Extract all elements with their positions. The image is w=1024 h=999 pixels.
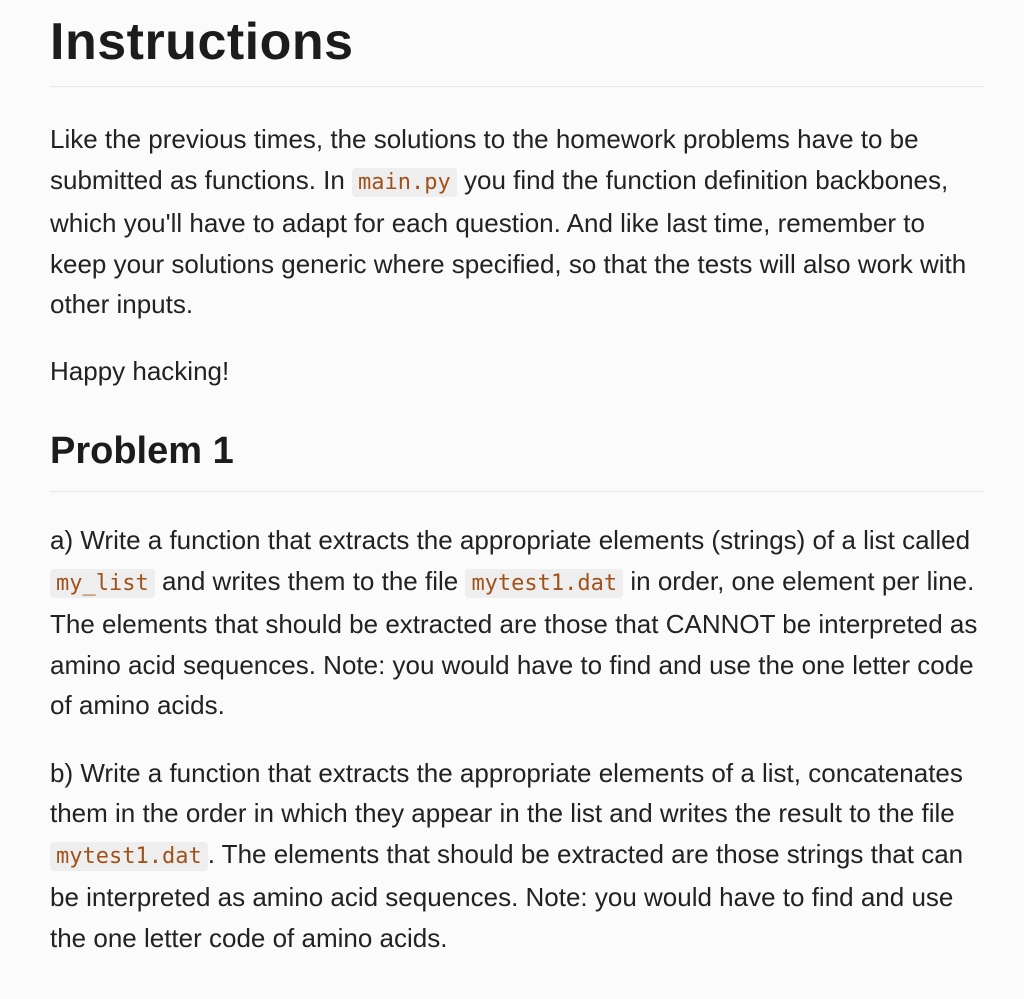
problem-1-heading: Problem 1 xyxy=(50,430,234,472)
inline-code-main-py: main.py xyxy=(352,168,457,197)
happy-hacking-paragraph: Happy hacking! xyxy=(50,355,230,386)
document-content xyxy=(50,0,984,958)
inline-code-mytest1-dat: mytest1.dat xyxy=(465,569,623,598)
page-title: Instructions xyxy=(50,13,354,71)
problem-1a-text-3: in order, one element per line. The elements that should be extracted are those that CANNOT be interpreted as amino acid sequences. Note: you would have to find and use the one letter code of amino acids. xyxy=(50,565,978,720)
title-divider xyxy=(50,86,984,87)
problem-1a-text-1: a) Write a function that extracts the appropriate elements (strings) of a list called xyxy=(50,525,971,555)
problem-1a-text-2: and writes them to the file xyxy=(154,565,466,596)
intro-text-1: Like the previous times, the solutions to the homework problems have to be submitted as functions. In xyxy=(50,124,919,195)
inline-code-mytest1-dat: mytest1.dat xyxy=(50,842,208,871)
inline-code-my-list: my_list xyxy=(50,569,155,598)
problem-1-divider xyxy=(50,491,984,492)
problem-1b-text-1: b) Write a function that extracts the appropriate elements of a list, concatenates them in the order in which they appear in the list and writes the result to the file xyxy=(50,757,963,828)
problem-1b-text-2: . The elements that should be extracted are those strings that can be interpreted as amino acid sequences. Note: you would have to find and use the one letter code of amino acids. xyxy=(50,838,964,953)
problem-1b-paragraph xyxy=(50,753,984,959)
intro-text-2: you find the function definition backbones, which you'll have to adapt for each question. And like last time, remember to keep your solutions generic where specified, so that the tests will also work with other inputs. xyxy=(50,164,967,319)
intro-paragraph xyxy=(50,119,984,325)
problem-1a-paragraph xyxy=(50,520,984,726)
